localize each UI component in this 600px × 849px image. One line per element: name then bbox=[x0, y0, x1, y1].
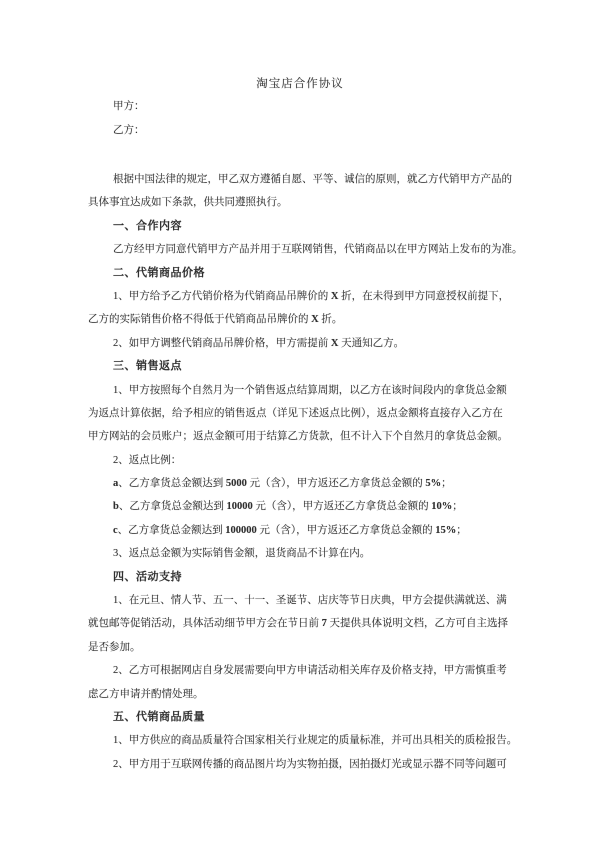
document-line bbox=[88, 519, 558, 542]
text-segment: 折。 bbox=[318, 314, 343, 326]
text-segment: 一、合作内容 bbox=[113, 219, 182, 232]
text-segment: 二、代销商品价格 bbox=[113, 266, 205, 279]
bold-text-segment: X bbox=[311, 314, 319, 326]
text-segment: 天提供具体说明文档，乙方可自主选择 bbox=[326, 618, 508, 630]
text-segment: 、乙方拿货总金额达到 bbox=[118, 478, 226, 490]
text-segment: 甲方网站的会员账户；返点金额可用于结算乙方货款，但不计入下个自然月的拿货总金额。 bbox=[88, 431, 508, 443]
text-segment: 为返点计算依据，给予相应的销售返点（详见下述返点比例），返点金额将直接存入乙方在 bbox=[88, 407, 503, 419]
document-line bbox=[88, 495, 558, 518]
bold-text-segment: 5% bbox=[425, 478, 442, 490]
bold-text-segment: 7 bbox=[321, 618, 327, 630]
document-line bbox=[88, 636, 558, 659]
text-segment: 2、乙方可根据网店自身发展需要向甲方申请活动相关库存及价格支持，甲方需慎重考 bbox=[113, 665, 507, 677]
document-line bbox=[88, 168, 558, 191]
text-segment: 元（含），甲方返还乙方拿货总金额的 bbox=[246, 478, 426, 490]
bold-text-segment: 5000 bbox=[225, 478, 247, 490]
bold-text-segment: c bbox=[113, 524, 118, 536]
text-segment: 是否参加。 bbox=[88, 641, 141, 653]
document-line bbox=[88, 191, 558, 214]
text-segment: 2、返点比例： bbox=[113, 454, 182, 466]
bold-text-segment: 10000 bbox=[226, 501, 253, 513]
section-heading bbox=[88, 566, 558, 589]
document-title: 淘宝店合作协议 bbox=[256, 78, 344, 90]
document-line bbox=[88, 472, 558, 495]
document-body bbox=[88, 168, 558, 776]
document-line bbox=[88, 308, 558, 331]
document-line bbox=[88, 238, 558, 261]
document-line bbox=[88, 379, 558, 402]
bold-text-segment: b bbox=[113, 501, 119, 513]
text-segment: 1、甲方给予乙方代销价格为代销商品吊牌价的 bbox=[113, 290, 331, 302]
text-segment: 元（含），甲方返还乙方拿货总金额的 bbox=[252, 501, 432, 513]
document-line bbox=[88, 425, 558, 448]
document-line bbox=[88, 753, 558, 776]
text-segment: 2、如甲方调整代销商品吊牌价格，甲方需提前 bbox=[113, 337, 331, 349]
text-segment: ； bbox=[456, 524, 467, 536]
text-segment: 折，在未得到甲方同意授权前提下， bbox=[338, 290, 510, 302]
text-segment: 、乙方拿货总金额达到 bbox=[118, 501, 227, 513]
text-segment: ； bbox=[441, 478, 452, 490]
text-segment: 2、甲方用于互联网传播的商品图片均为实物拍摄，因拍摄灯光或显示器不同等问题可 bbox=[113, 758, 507, 770]
text-segment: 、乙方拿货总金额达到 bbox=[117, 524, 226, 536]
text-segment: 天通知乙方。 bbox=[338, 337, 405, 349]
text-segment: 具体事宜达成如下条款，供共同遵照执行。 bbox=[88, 197, 288, 209]
text-segment: 1、甲方供应的商品质量符合国家相关行业规定的质量标准，并可出具相关的质检报告。 bbox=[113, 735, 518, 747]
section-heading bbox=[88, 262, 558, 285]
text-segment: 四、活动支持 bbox=[113, 570, 182, 583]
bold-text-segment: 10% bbox=[431, 501, 453, 513]
text-segment: 1、在元旦、情人节、五一、十一、圣诞节、店庆等节日庆典，甲方会提供满就送、满 bbox=[113, 595, 507, 607]
document-line bbox=[88, 402, 558, 425]
document-line bbox=[88, 612, 558, 635]
document-line bbox=[88, 449, 558, 472]
bold-text-segment: 15% bbox=[435, 524, 457, 536]
bold-text-segment: a bbox=[113, 478, 119, 490]
document-line bbox=[88, 683, 558, 706]
bold-text-segment: X bbox=[330, 337, 339, 349]
party-b-label: 乙方： bbox=[113, 125, 145, 136]
text-segment: 五、代销商品质量 bbox=[113, 710, 205, 723]
document-line bbox=[88, 542, 558, 565]
text-segment: 元（含），甲方返还乙方拿货总金额的 bbox=[256, 524, 436, 536]
text-segment: 乙方的实际销售价格不得低于代销商品吊牌价的 bbox=[88, 314, 312, 326]
bold-text-segment: X bbox=[330, 290, 339, 302]
document-line bbox=[88, 729, 558, 752]
document-line bbox=[88, 332, 558, 355]
text-segment: 1、甲方按照每个自然月为一个销售返点结算周期，以乙方在该时间段内的拿货总金额 bbox=[113, 384, 507, 396]
text-segment: 3、返点总金额为实际销售金额，退货商品不计算在内。 bbox=[113, 548, 371, 560]
document-line bbox=[88, 589, 558, 612]
party-a-label: 甲方： bbox=[113, 101, 145, 112]
section-heading bbox=[88, 215, 558, 238]
section-heading bbox=[88, 706, 558, 729]
document-line bbox=[88, 659, 558, 682]
text-segment: 乙方经甲方同意代销甲方产品并用于互联网销售，代销商品以在甲方网站上发布的为准。 bbox=[113, 244, 523, 256]
text-segment: 根据中国法律的规定，甲乙双方遵循自愿、平等、诚信的原则，就乙方代销甲方产品的 bbox=[113, 174, 512, 185]
section-heading bbox=[88, 355, 558, 378]
text-segment: 三、销售返点 bbox=[113, 360, 182, 373]
text-segment: 就包邮等促销活动，具体活动细节甲方会在节日前 bbox=[88, 618, 322, 630]
bold-text-segment: 100000 bbox=[225, 524, 257, 536]
text-segment: 虑乙方申请并酌情处理。 bbox=[88, 688, 204, 700]
document-line bbox=[88, 285, 558, 308]
text-segment: ； bbox=[452, 501, 463, 513]
